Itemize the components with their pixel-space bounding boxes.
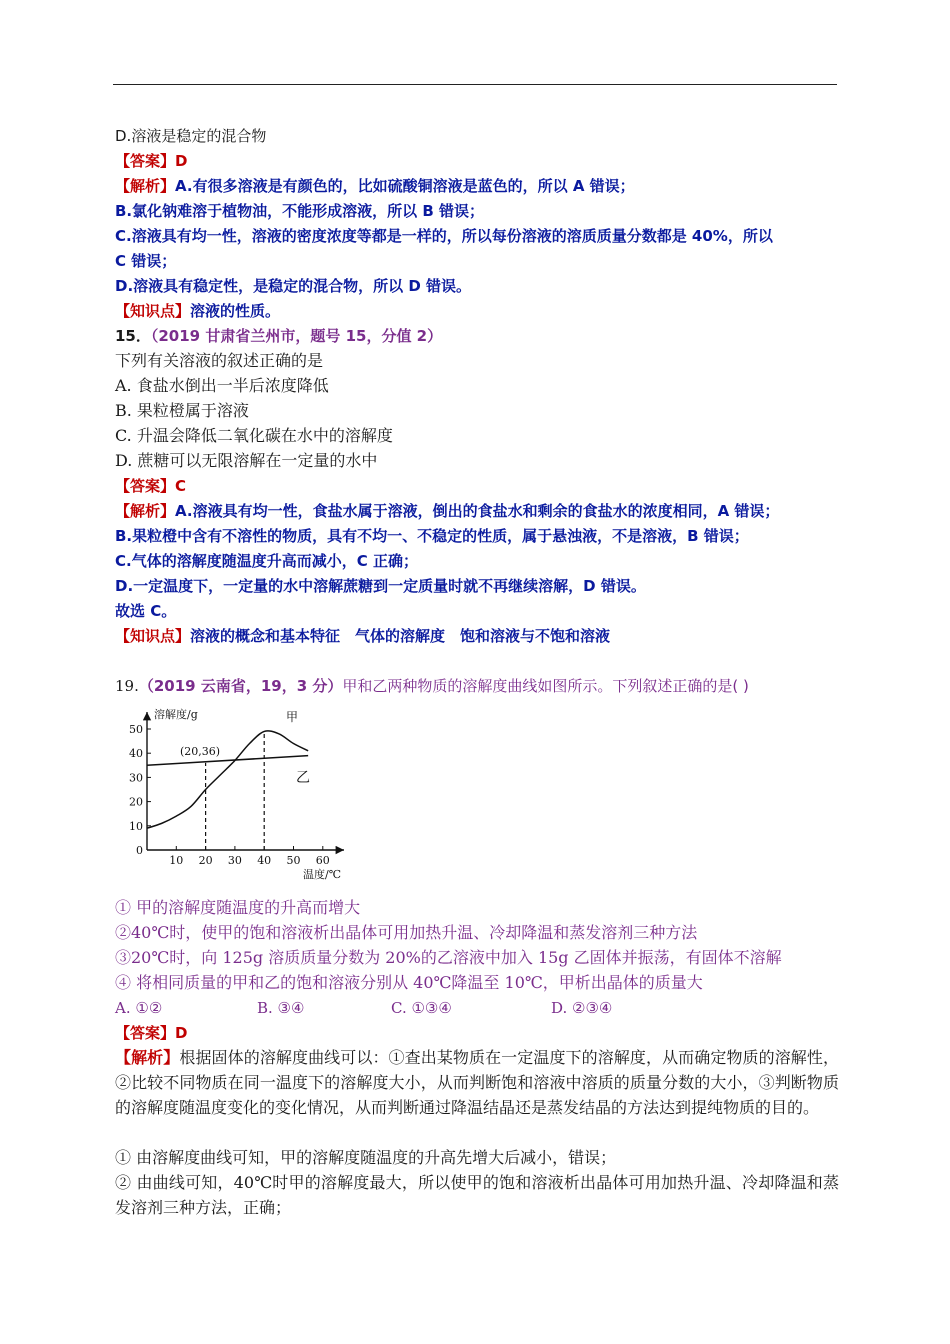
series-line-jia xyxy=(147,731,308,828)
q14-analysis-1 xyxy=(115,176,635,196)
q15-analysis-5: 故选 C。 xyxy=(115,602,177,620)
x-tick-label: 20 xyxy=(198,854,213,867)
knowledge-text: 溶液的性质。 xyxy=(190,302,281,320)
q15-option-c: C. 升温会降低二氧化碳在水中的溶解度 xyxy=(115,426,393,445)
question-number: 19. xyxy=(115,677,139,695)
q15-analysis-2: B.果粒橙中含有不溶性的物质，具有不均一、不稳定的性质，属于悬浊液，不是溶液，B 错误； xyxy=(115,527,749,545)
analysis-tag: 【解析】 xyxy=(115,502,176,520)
answer-value: D xyxy=(175,152,188,170)
x-tick-label: 50 xyxy=(286,854,301,867)
answer-value: D xyxy=(175,1024,188,1042)
y-tick-label: 0 xyxy=(136,844,143,857)
x-axis-label: 温度/℃ xyxy=(303,868,342,881)
q19-statement-3: ③20℃时，向 125g 溶质质量分数为 20%的乙溶液中加入 15g 乙固体并振荡，有固体不溶解 xyxy=(115,948,782,967)
q19-statement-2: ②40℃时，使甲的饱和溶液析出晶体可用加热升温、冷却降温和蒸发溶剂三种方法 xyxy=(115,923,698,942)
x-tick-label: 10 xyxy=(169,854,184,867)
y-tick-label: 10 xyxy=(129,819,143,833)
question-stem: 甲和乙两种物质的溶解度曲线如图所示。下列叙述正确的是( ) xyxy=(342,677,749,695)
choice-d: D. ②③④ xyxy=(551,999,613,1017)
q19-statement-1: ① 甲的溶解度随温度的升高而增大 xyxy=(115,898,361,917)
q15-knowledge xyxy=(115,626,610,646)
analysis-tag: 【解析】 xyxy=(115,177,176,195)
analysis-text: 根据固体的溶解度曲线可以：①查出某物质在一定温度下的溶解度，从而确定物质的溶解性，②比较不同物质在同一温度下的溶解度大小，从而判断饱和溶液中溶质的质量分数的大小，③判断物质的溶解度随温度变化的变化情况，从而判断通过降温结晶还是蒸发结晶的方法达到提纯物质的目的。 xyxy=(115,1048,839,1117)
question-number: 15． xyxy=(115,327,151,345)
analysis-text: A.溶液具有均一性，食盐水属于溶液，倒出的食盐水和剩余的食盐水的浓度相同，A 错误； xyxy=(175,502,780,520)
series-label-yi: 乙 xyxy=(296,770,310,786)
answer-tag: 【答案】 xyxy=(115,152,176,170)
q15-analysis-3: C.气体的溶解度随温度升高而减小，C 正确； xyxy=(115,552,418,570)
y-tick-label: 20 xyxy=(129,795,143,809)
q15-stem: 下列有关溶液的叙述正确的是 xyxy=(115,351,324,370)
y-tick-label: 40 xyxy=(129,747,143,761)
q14-analysis-2: B.氯化钠难溶于植物油，不能形成溶液，所以 B 错误； xyxy=(115,202,485,220)
choice-a: A. ①② xyxy=(115,999,163,1017)
y-tick-label: 50 xyxy=(129,723,143,736)
x-tick-label: 40 xyxy=(257,854,272,867)
q14-analysis-4: C 错误； xyxy=(115,252,177,270)
knowledge-tag: 【知识点】 xyxy=(115,302,191,320)
y-tick-label: 30 xyxy=(129,771,143,785)
q19-answer xyxy=(115,1023,187,1043)
q19-choices xyxy=(115,998,612,1018)
q15-analysis-1 xyxy=(115,501,779,521)
solubility-chart xyxy=(118,704,358,884)
q19-header xyxy=(115,676,749,696)
q15-analysis-4: D.一定温度下，一定量的水中溶解蔗糖到一定质量时就不再继续溶解，D 错误。 xyxy=(115,577,646,595)
point-annotation: (20,36) xyxy=(180,745,221,758)
knowledge-tag: 【知识点】 xyxy=(115,627,191,645)
series-line-yi xyxy=(147,756,308,766)
answer-tag: 【答案】 xyxy=(115,477,176,495)
y-axis-label: 溶解度/g xyxy=(154,708,198,721)
header-rule xyxy=(113,84,837,85)
q19-analysis xyxy=(115,1045,839,1120)
q19-statement-4: ④ 将相同质量的甲和乙的饱和溶液分别从 40℃降温至 10℃，甲析出晶体的质量大 xyxy=(115,973,703,992)
series-label-jia: 甲 xyxy=(286,710,299,724)
q19-explain-2: ② 由曲线可知，40℃时甲的溶解度最大，所以使甲的饱和溶液析出晶体可用加热升温、冷却降温和蒸发溶剂三种方法，正确； xyxy=(115,1173,839,1217)
q14-analysis-5: D.溶液具有稳定性，是稳定的混合物，所以 D 错误。 xyxy=(115,277,472,295)
q14-answer xyxy=(115,151,187,171)
q14-analysis-3: C.溶液具有均一性，溶液的密度浓度等都是一样的，所以每份溶液的溶质质量分数都是 40%，所以 xyxy=(115,227,773,245)
q15-answer xyxy=(115,476,186,496)
x-tick-label: 30 xyxy=(227,854,242,867)
q15-option-a: A. 食盐水倒出一半后浓度降低 xyxy=(115,376,329,395)
question-source: （2019 甘肃省兰州市，题号 15，分值 2） xyxy=(150,327,443,345)
question-source: （2019 云南省，19，3 分） xyxy=(138,677,343,695)
q14-knowledge xyxy=(115,301,280,321)
analysis-tag: 【解析】 xyxy=(115,1048,180,1067)
answer-value: C xyxy=(175,477,187,495)
q14-option-d: D.溶液是稳定的混合物 xyxy=(115,127,267,145)
knowledge-text: 溶液的概念和基本特征 气体的溶解度 饱和溶液与不饱和溶液 xyxy=(190,627,611,645)
x-tick-label: 60 xyxy=(315,854,330,867)
q15-option-d: D. 蔗糖可以无限溶解在一定量的水中 xyxy=(115,451,378,470)
q19-explain-1: ① 由溶解度曲线可知，甲的溶解度随温度的升高先增大后减小，错误； xyxy=(115,1148,617,1167)
analysis-text: A.有很多溶液是有颜色的，比如硫酸铜溶液是蓝色的，所以 A 错误； xyxy=(175,177,635,195)
q15-header xyxy=(115,326,442,346)
choice-c: C. ①③④ xyxy=(391,999,452,1017)
q15-option-b: B. 果粒橙属于溶液 xyxy=(115,401,249,420)
choice-b: B. ③④ xyxy=(257,999,305,1017)
answer-tag: 【答案】 xyxy=(115,1024,176,1042)
